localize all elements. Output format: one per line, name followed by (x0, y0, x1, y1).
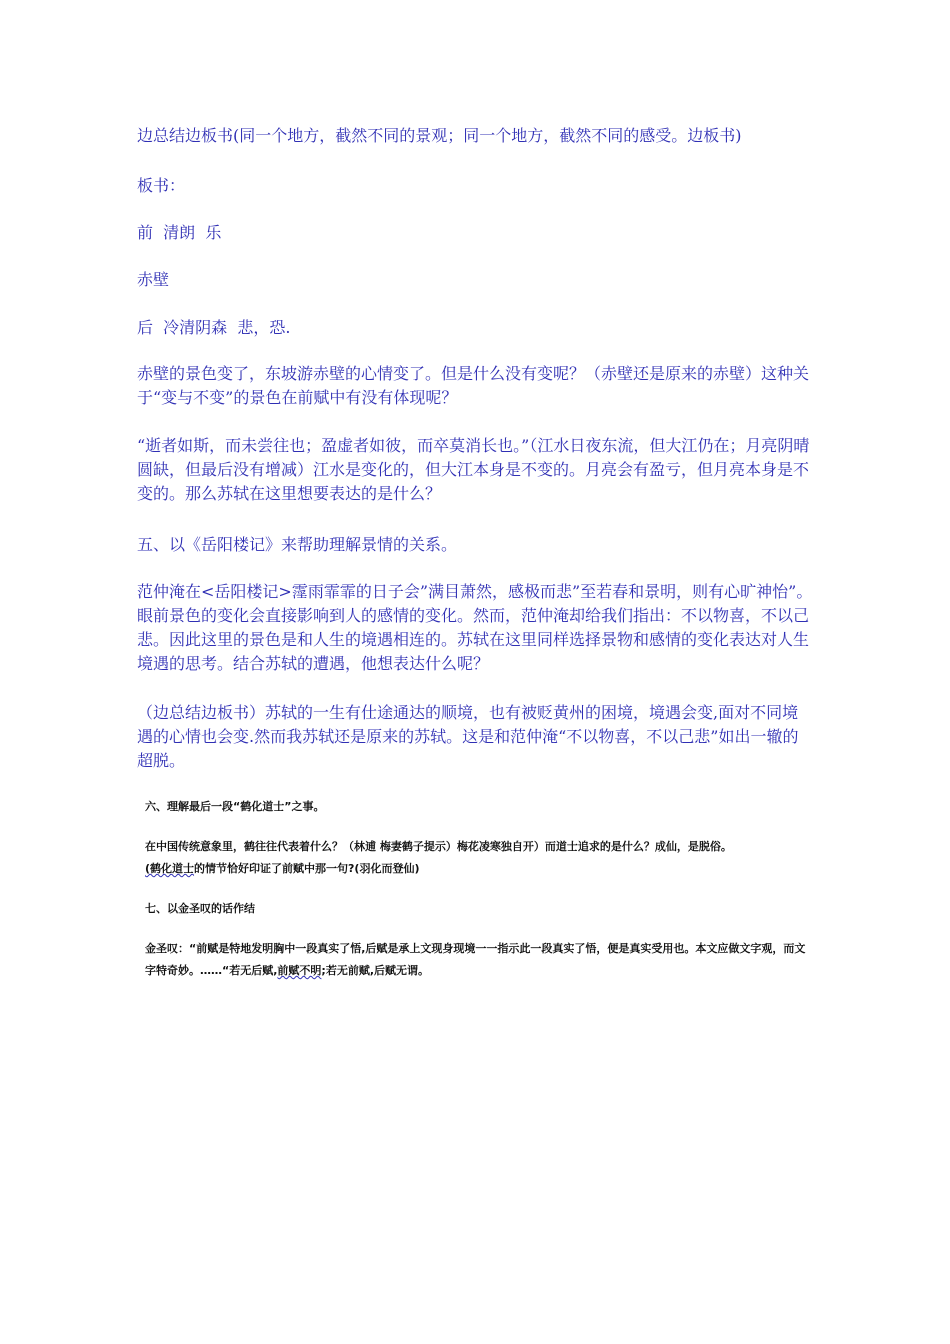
section6-body (145, 836, 815, 880)
paragraph-board-front: 前 清朗 乐 (137, 223, 222, 242)
section7-line1: 金圣叹：“前赋是特地发明胸中一段真实了悟,后赋是承上文现身现境一一指示此一段真实了悟，便是真实受用也。本文应做文字观，而文字特奇妙。……“若无后赋, (145, 942, 806, 977)
paragraph-su-shi: （边总结边板书）苏轼的一生有仕途通达的顺境，也有被贬黄州的困境，境遇会变,面对不同境遇的心情也会变.然而我苏轼还是原来的苏轼。这是和范仲淹“不以物喜，不以己悲”如出一辙的超脱。 (137, 703, 799, 770)
paragraph-summary: 边总结边板书(同一个地方，截然不同的景观；同一个地方，截然不同的感受。边板书) (137, 126, 742, 145)
section7-line1-end: ;若无前赋,后赋无谓。 (321, 964, 429, 977)
paragraph-board-heading: 板书： (137, 176, 186, 195)
section6-line2-rest: 的情节恰好印证了前赋中那一句?(羽化而登仙) (194, 862, 420, 875)
paragraph-section5-heading: 五、以《岳阳楼记》来帮助理解景情的关系。 (137, 535, 458, 554)
section6-line2-squiggle: (鹤化道士 (145, 862, 195, 875)
section7-squiggle: 前赋不明 (277, 964, 322, 977)
paragraph-board-chibi: 赤壁 (137, 270, 170, 289)
section7-body (145, 938, 815, 982)
paragraph-quote: “逝者如斯，而未尝往也；盈虚者如彼，而卒莫消长也。”（江水日夜东流，但大江仍在；月亮阴晴圆缺，但最后没有增减）江水是变化的，但大江本身是不变的。月亮会有盈亏，但月亮本身是不变的。那么苏轼在这里想要表达的是什么？ (137, 436, 810, 503)
paragraph-fan-zhongyan: 范仲淹在<岳阳楼记>霪雨霏霏的日子会”满目萧然，感极而悲”至若春和景明，则有心旷神怡”。眼前景色的变化会直接影响到人的感情的变化。然而，范仲淹却给我们指出：不以物喜，不以己悲。因此这里的景色是和人生的境遇相连的。苏轼在这里同样选择景物和感情的变化表达对人生境遇的思考。结合苏轼的遭遇，他想表达什么呢？ (137, 582, 813, 673)
paragraph-change: 赤壁的景色变了，东坡游赤壁的心情变了。但是什么没有变呢？（赤壁还是原来的赤壁）这种关于“变与不变”的景色在前赋中有没有体现呢？ (137, 364, 810, 407)
paragraph-board-back: 后 冷清阴森 悲，恐. (137, 318, 291, 337)
section7-heading: 七、以金圣叹的话作结 (145, 902, 255, 915)
section6-heading: 六、理解最后一段“鹤化道士”之事。 (145, 800, 325, 813)
section6-line1: 在中国传统意象里，鹤往往代表着什么？（林逋 梅妻鹤子提示）梅花凌寒独自开）而道士追求的是什么？成仙，是脱俗。 (145, 840, 732, 853)
